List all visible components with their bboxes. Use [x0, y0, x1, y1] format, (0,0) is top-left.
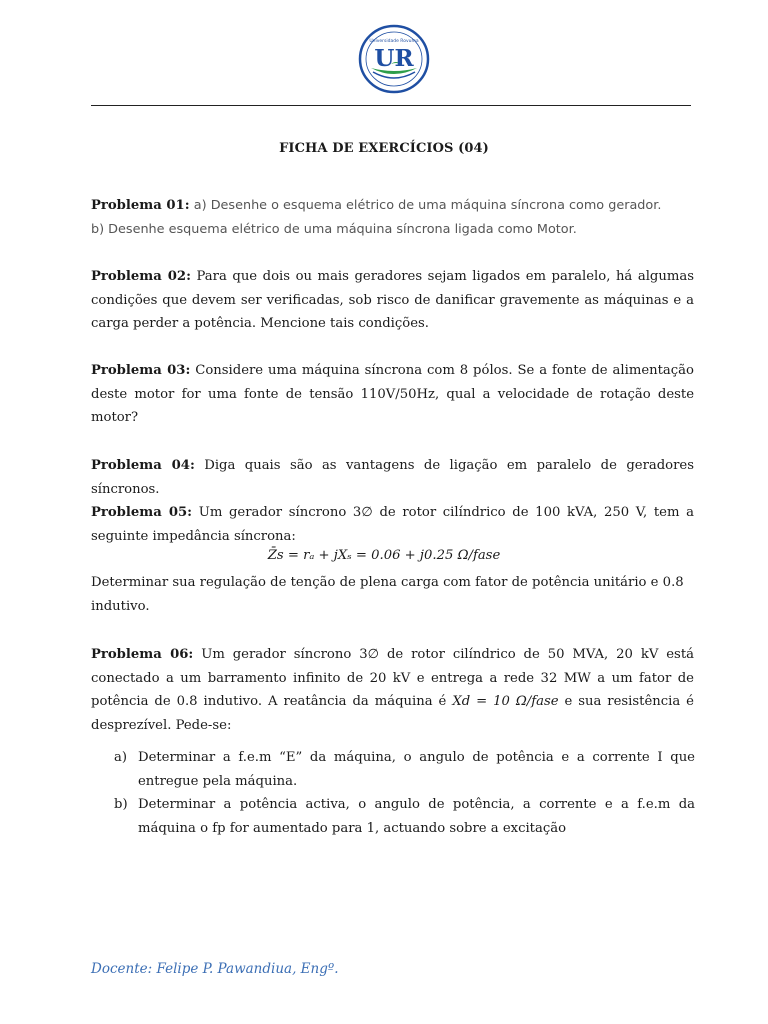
problem-03 [91, 359, 694, 430]
problem-02-text: Para que dois ou mais geradores sejam ligados em paralelo, há algumas condições que devem ser verificadas, sob risco de danificar gravemente as máquinas e a carga perder a potência. Mencione tais condições. [91, 269, 694, 331]
university-logo [357, 24, 431, 94]
problem-06-text-after: e sua resistência é desprezível. Pede-se: [91, 694, 694, 733]
problem-02-label: Problema 02: [91, 269, 191, 284]
problem-06-xd: Xd = 10 Ω/fase [452, 694, 559, 709]
page-title: FICHA DE EXERCÍCIOS (04) [279, 141, 489, 156]
header-divider [91, 105, 691, 106]
footer-teacher: Docente: Felipe P. Pawandiua, Engº. [91, 961, 339, 977]
problem-04 [91, 454, 694, 501]
problem-02 [91, 265, 694, 336]
list-marker: a) [114, 750, 128, 765]
problem-04-text: Diga quais são as vantagens de ligação em paralelo de geradores síncronos. [91, 458, 694, 497]
problem-05-after: Determinar sua regulação de tenção de plena carga com fator de potência unitário e 0.8 indutivo. [91, 575, 684, 614]
problem-06-text-before: Um gerador síncrono 3∅ de rotor cilíndrico de 50 MVA, 20 kV está conectado a um barramento infinito de 20 kV e entrega a rede 32 MW a um fator de potência de 0.8 indutivo. A reatância da máquina é [91, 647, 694, 709]
problem-03-label: Problema 03: [91, 363, 191, 378]
problem-01-b: b) Desenhe esquema elétrico de uma máquina síncrona ligada como Motor. [91, 221, 577, 237]
logo-initials: UR [374, 45, 414, 72]
list-item [114, 793, 695, 840]
problem-01 [91, 194, 694, 241]
problem-05-label: Problema 05: [91, 505, 193, 520]
problem-06 [91, 643, 694, 737]
logo-text: Universidade Rovuma [369, 39, 419, 44]
problem-05-formula: Z̄s = rₐ + jXₛ = 0.06 + j0.25 Ω/fase [267, 548, 501, 563]
problem-05-text: Um gerador síncrono 3∅ de rotor cilíndrico de 100 kVA, 250 V, tem a seguinte impedância síncrona: [91, 505, 694, 544]
university-logo-icon [357, 24, 431, 94]
problem-01-label: Problema 01: [91, 198, 190, 213]
list-item-text: Determinar a f.e.m “E” da máquina, o angulo de potência e a corrente I que entregue pela máquina. [138, 750, 695, 789]
list-item-text: Determinar a potência activa, o angulo de potência, a corrente e a f.e.m da máquina o fp for aumentado para 1, actuando sobre a excitação [138, 797, 695, 836]
problem-06-list [114, 746, 695, 840]
list-marker: b) [114, 797, 128, 812]
problem-04-label: Problema 04: [91, 458, 195, 473]
problem-01-a: a) Desenhe o esquema elétrico de uma máquina síncrona como gerador. [193, 198, 662, 213]
problem-03-text: Considere uma máquina síncrona com 8 pólos. Se a fonte de alimentação deste motor for uma fonte de tensão 110V/50Hz, qual a velocidade de rotação deste motor? [91, 363, 694, 425]
problem-05 [91, 501, 694, 548]
problem-06-label: Problema 06: [91, 647, 194, 662]
list-item [114, 746, 695, 793]
